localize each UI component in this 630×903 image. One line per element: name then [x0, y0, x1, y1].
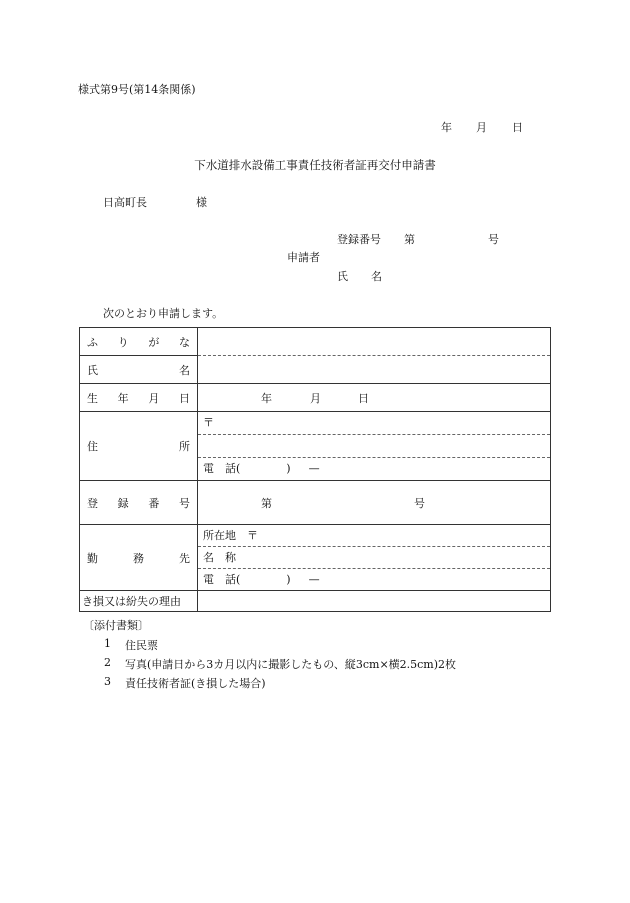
phone-close: ) — [286, 462, 291, 475]
registration-go: 号 — [488, 233, 499, 246]
label-char: 番 — [148, 496, 160, 510]
phone-close: ) — [286, 573, 291, 586]
reg-dai-label: 第 — [261, 497, 272, 510]
birth-year-label: 年 — [261, 392, 272, 405]
workplace-label — [80, 525, 198, 591]
attachment-text-2: 写真(申請日から3カ月以内に撮影したもの、縦3cm×横2.5cm)2枚 — [125, 658, 457, 671]
name-label — [80, 356, 198, 384]
attachment-text-3: 責任技術者証(き損した場合) — [125, 677, 266, 690]
registration-number-label: 登録番号 — [337, 233, 381, 246]
birthdate-label — [80, 384, 198, 412]
label-char: 年 — [117, 391, 129, 405]
postal-code-line[interactable] — [198, 412, 550, 435]
attachment-num-2: 2 — [104, 656, 111, 669]
date-year-label: 年 — [441, 121, 452, 134]
birthdate-field[interactable] — [198, 384, 551, 412]
work-location-label: 所在地 〒 — [203, 529, 258, 542]
applicant-name-label-1: 氏 — [337, 270, 348, 283]
applicant-name-label-2: 名 — [371, 270, 382, 283]
address-field — [198, 412, 551, 481]
work-name-label: 名 称 — [203, 551, 236, 564]
attachment-num-1: 1 — [104, 637, 111, 650]
attachments-title: 〔添付書類〕 — [83, 619, 149, 632]
postal-mark: 〒 — [203, 416, 214, 429]
table-row — [80, 481, 551, 525]
work-name-line[interactable] — [198, 547, 550, 569]
phone-dash: — — [308, 462, 320, 475]
work-phone-line[interactable] — [198, 569, 550, 590]
registration-dai: 第 — [404, 233, 415, 246]
label-char: 名 — [179, 363, 190, 377]
table-row — [80, 412, 551, 481]
label-char: 月 — [148, 391, 160, 405]
reg-go-label: 号 — [414, 497, 425, 510]
label-char: が — [148, 335, 160, 349]
label-char: 号 — [178, 496, 190, 510]
reason-field[interactable] — [198, 591, 551, 612]
reason-label: き損又は紛失の理由 — [80, 591, 198, 612]
registration-label — [80, 481, 198, 525]
intro-text: 次のとおり申請します。 — [103, 307, 224, 320]
registration-field[interactable] — [198, 481, 551, 525]
document-title: 下水道排水設備工事責任技術者証再交付申請書 — [194, 158, 436, 172]
table-row — [80, 356, 551, 384]
label-char: 登 — [87, 496, 98, 510]
addressee: 日高町長 — [103, 196, 147, 209]
furigana-label — [80, 328, 198, 356]
label-char: 所 — [179, 440, 190, 453]
table-row — [80, 384, 551, 412]
label-char: な — [178, 335, 190, 349]
phone-dash: — — [308, 573, 320, 586]
workplace-field — [198, 525, 551, 591]
address-label — [80, 412, 198, 481]
application-form-table — [79, 327, 551, 612]
addressee-honorific: 様 — [196, 196, 207, 209]
label-char: 録 — [117, 496, 129, 510]
attachment-num-3: 3 — [104, 675, 111, 688]
label-char: 氏 — [87, 363, 98, 377]
work-location-line[interactable] — [198, 525, 550, 547]
label-char: 勤 — [87, 551, 98, 565]
label-char: 住 — [87, 440, 98, 453]
form-number: 様式第9号(第14条関係) — [78, 83, 196, 96]
attachment-text-1: 住民票 — [125, 639, 158, 652]
phone-line[interactable] — [198, 458, 550, 480]
date-month-label: 月 — [476, 121, 487, 134]
label-char: ふ — [87, 335, 98, 349]
applicant-label: 申請者 — [287, 251, 320, 264]
label-char: 生 — [87, 391, 98, 405]
birth-day-label: 日 — [358, 392, 369, 405]
label-char: 日 — [178, 391, 190, 405]
label-char: 務 — [133, 551, 144, 565]
table-row — [80, 525, 551, 591]
furigana-field[interactable] — [198, 328, 551, 356]
birth-month-label: 月 — [310, 392, 321, 405]
table-row — [80, 328, 551, 356]
phone-label: 電 話( — [203, 462, 241, 475]
address-line[interactable] — [198, 435, 550, 458]
name-field[interactable] — [198, 356, 551, 384]
label-char: 先 — [179, 551, 190, 565]
phone-label: 電 話( — [203, 573, 241, 586]
label-char: り — [117, 335, 129, 349]
date-day-label: 日 — [512, 121, 523, 134]
table-row — [80, 591, 551, 612]
